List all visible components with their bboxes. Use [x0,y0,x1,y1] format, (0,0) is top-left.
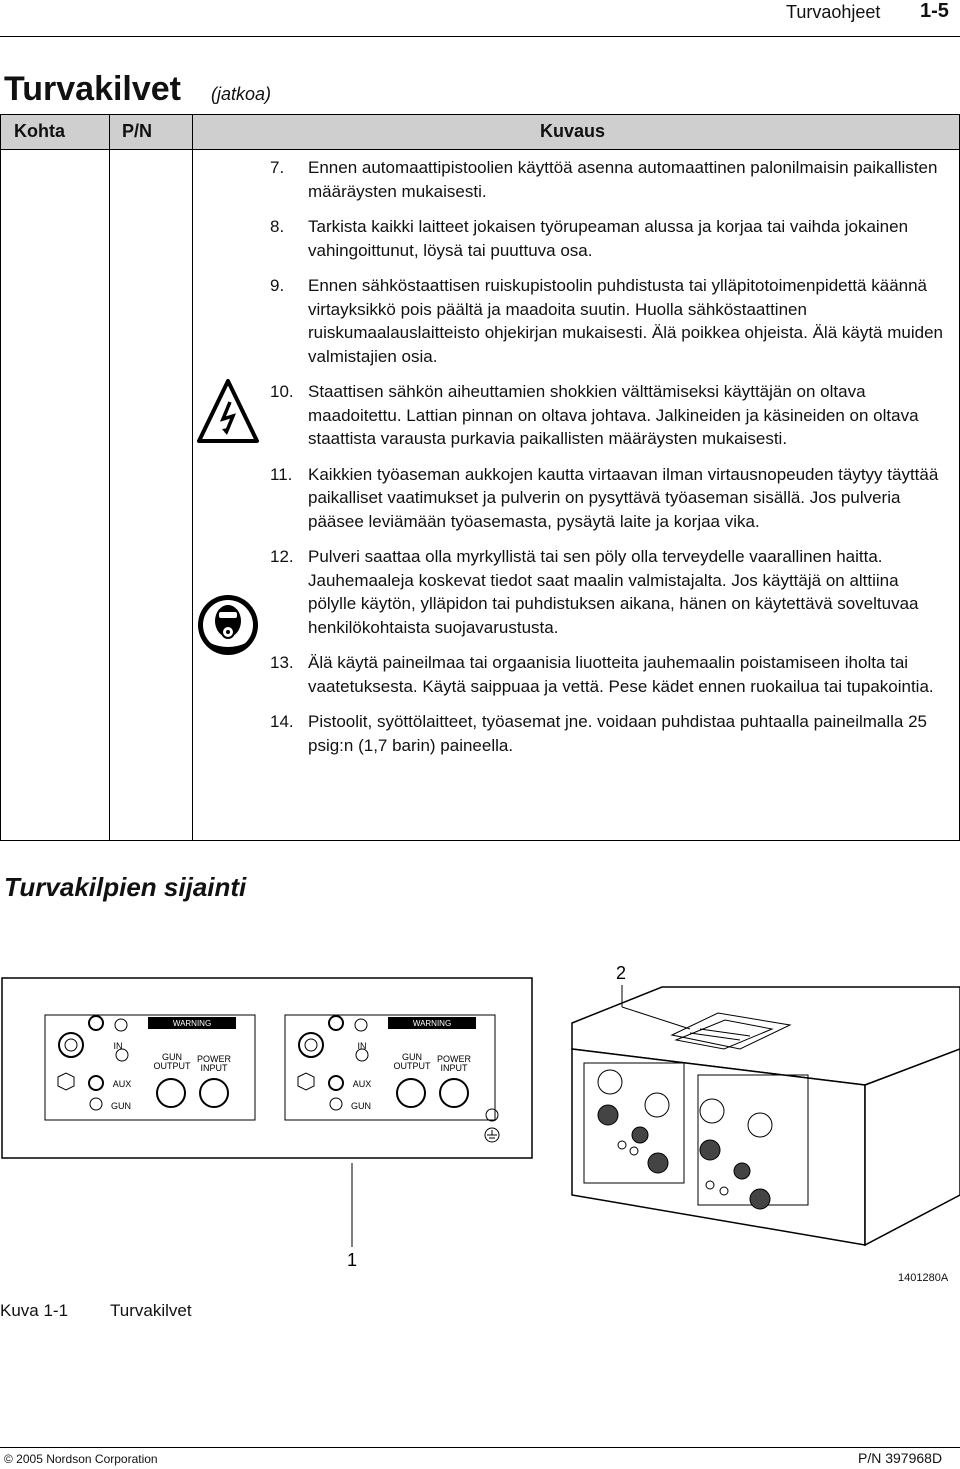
port-label-power-input: INPUT [440,1063,468,1073]
list-item [270,215,950,262]
port-label-gun: GUN [351,1101,371,1111]
footer-part-number: P/N 397968D [858,1450,943,1466]
isometric-unit-illustration [572,987,960,1245]
list-item [270,651,950,698]
item-text: Ennen automaattipistoolien käyttöä asenna automaattinen palonilmaisin paikallisten määräysten mukaisesti. [308,158,938,201]
item-text: Älä käytä paineilmaa tai orgaanisia liuotteita jauhemaalin poistamiseen iholta tai vaatetuksesta. Käytä saippuaa ja vettä. Pese kädet ennen ruokailua tai tupakointia. [308,653,934,696]
list-item [270,463,950,534]
item-number: 7. [270,158,285,177]
port-label-gun-output: OUTPUT [393,1061,431,1071]
column-divider [109,114,110,841]
item-number: 8. [270,217,285,236]
port-label-aux: AUX [112,1079,132,1089]
column-header-pn: P/N [122,121,153,141]
item-number: 9. [270,276,285,295]
safety-label-location-figure [0,945,960,1295]
respirator-mask-icon [196,593,260,657]
item-number: 13. [270,653,294,672]
item-text: Ennen sähköstaattisen ruiskupistoolin puhdistusta tai ylläpitotoimenpidettä käännä virtayksikkö pois päältä ja maadoita suutin. Huolla sähköstaattinen ruiskumaalauslaitteisto ohjekirjan mukaisesti. Älä poikkea ohjeista. Älä käytä muiden valmistajien osia. [308,276,943,366]
item-text: Pulveri saattaa olla myrkyllistä tai sen pöly olla terveydelle vaarallinen haitta. Jauhemaaleja koskevat tiedot saat maalin valmistajalta. Jos käyttäjä on alttiina pölylle käytön, ylläpidon tai puhdistuksen aikana, hänen on käytettävä soveltuvaa henkilökohtaista suojavarustusta. [308,547,919,637]
item-number: 11. [270,464,293,484]
page-number: 1-5 [920,0,949,22]
section-title: Turvakilvet [4,70,182,108]
warning-label-text: WARNING [172,1019,212,1028]
footer-rule [0,1447,960,1448]
figure-id: 1401280A [898,1272,949,1284]
location-section-title: Turvakilpien sijainti [4,872,247,902]
running-header-title: Turvaohjeet [786,2,881,22]
port-label-gun-output: GUN [402,1052,422,1062]
port-label-aux: AUX [352,1079,372,1089]
port-label-power-input: POWER [436,1054,472,1064]
list-item [270,156,950,203]
safety-item-list [270,156,950,757]
port-label-power-input: POWER [196,1054,232,1064]
port-label-gun-output: OUTPUT [153,1061,191,1071]
column-header-kohta: Kohta [14,121,65,141]
list-item [270,274,950,368]
callout-number-2: 2 [615,963,627,983]
warning-label-text: WARNING [412,1019,452,1028]
list-item [270,545,950,639]
header-rule [0,36,960,37]
figure-caption-number: Kuva 1-1 [0,1301,69,1320]
port-label-gun: GUN [111,1101,131,1111]
port-label-in: IN [113,1041,123,1051]
port-label-in: IN [357,1041,367,1051]
item-number: 14. [270,712,294,731]
column-header-kuvaus: Kuvaus [540,121,606,141]
list-item [270,380,950,451]
item-text: Kaikkien työaseman aukkojen kautta virtaavan ilman virtausnopeuden täytyy täyttää paikalliset vaatimukset ja pulverin on pysyttävä työaseman sisällä. Jos pulveria pääsee leviämään työasemasta, pysäytä laite ja korjaa vika. [308,464,939,531]
item-text: Staattisen sähkön aiheuttamien shokkien välttämiseksi käyttäjän on oltava maadoitettu. Lattian pinnan on oltava johtava. Jalkineiden ja käsineiden on oltava staattista varausta purkavia paikallisten määräysten mukaisesti. [308,382,919,448]
footer-copyright: © 2005 Nordson Corporation [4,1452,158,1466]
front-panel-illustration [2,978,532,1158]
item-text: Tarkista kaikki laitteet jokaisen työrupeaman alussa ja korjaa tai vaihda jokainen vahingoittunut, löysä tai puuttuva osa. [308,217,909,260]
item-number: 12. [270,547,294,566]
callout-number-1: 1 [346,1250,358,1270]
electric-shock-warning-icon [196,378,260,444]
item-number: 10. [270,382,294,401]
figure-caption-text: Turvakilvet [110,1301,192,1320]
section-subtitle: (jatkoa) [211,84,272,104]
port-label-gun-output: GUN [162,1052,182,1062]
list-item [270,710,950,757]
item-text: Pistoolit, syöttölaitteet, työasemat jne. voidaan puhdistaa puhtaalla paineilmalla 25 psig:n (1,7 barin) paineella. [308,712,927,755]
column-divider [192,114,193,841]
port-label-power-input: INPUT [200,1063,228,1073]
